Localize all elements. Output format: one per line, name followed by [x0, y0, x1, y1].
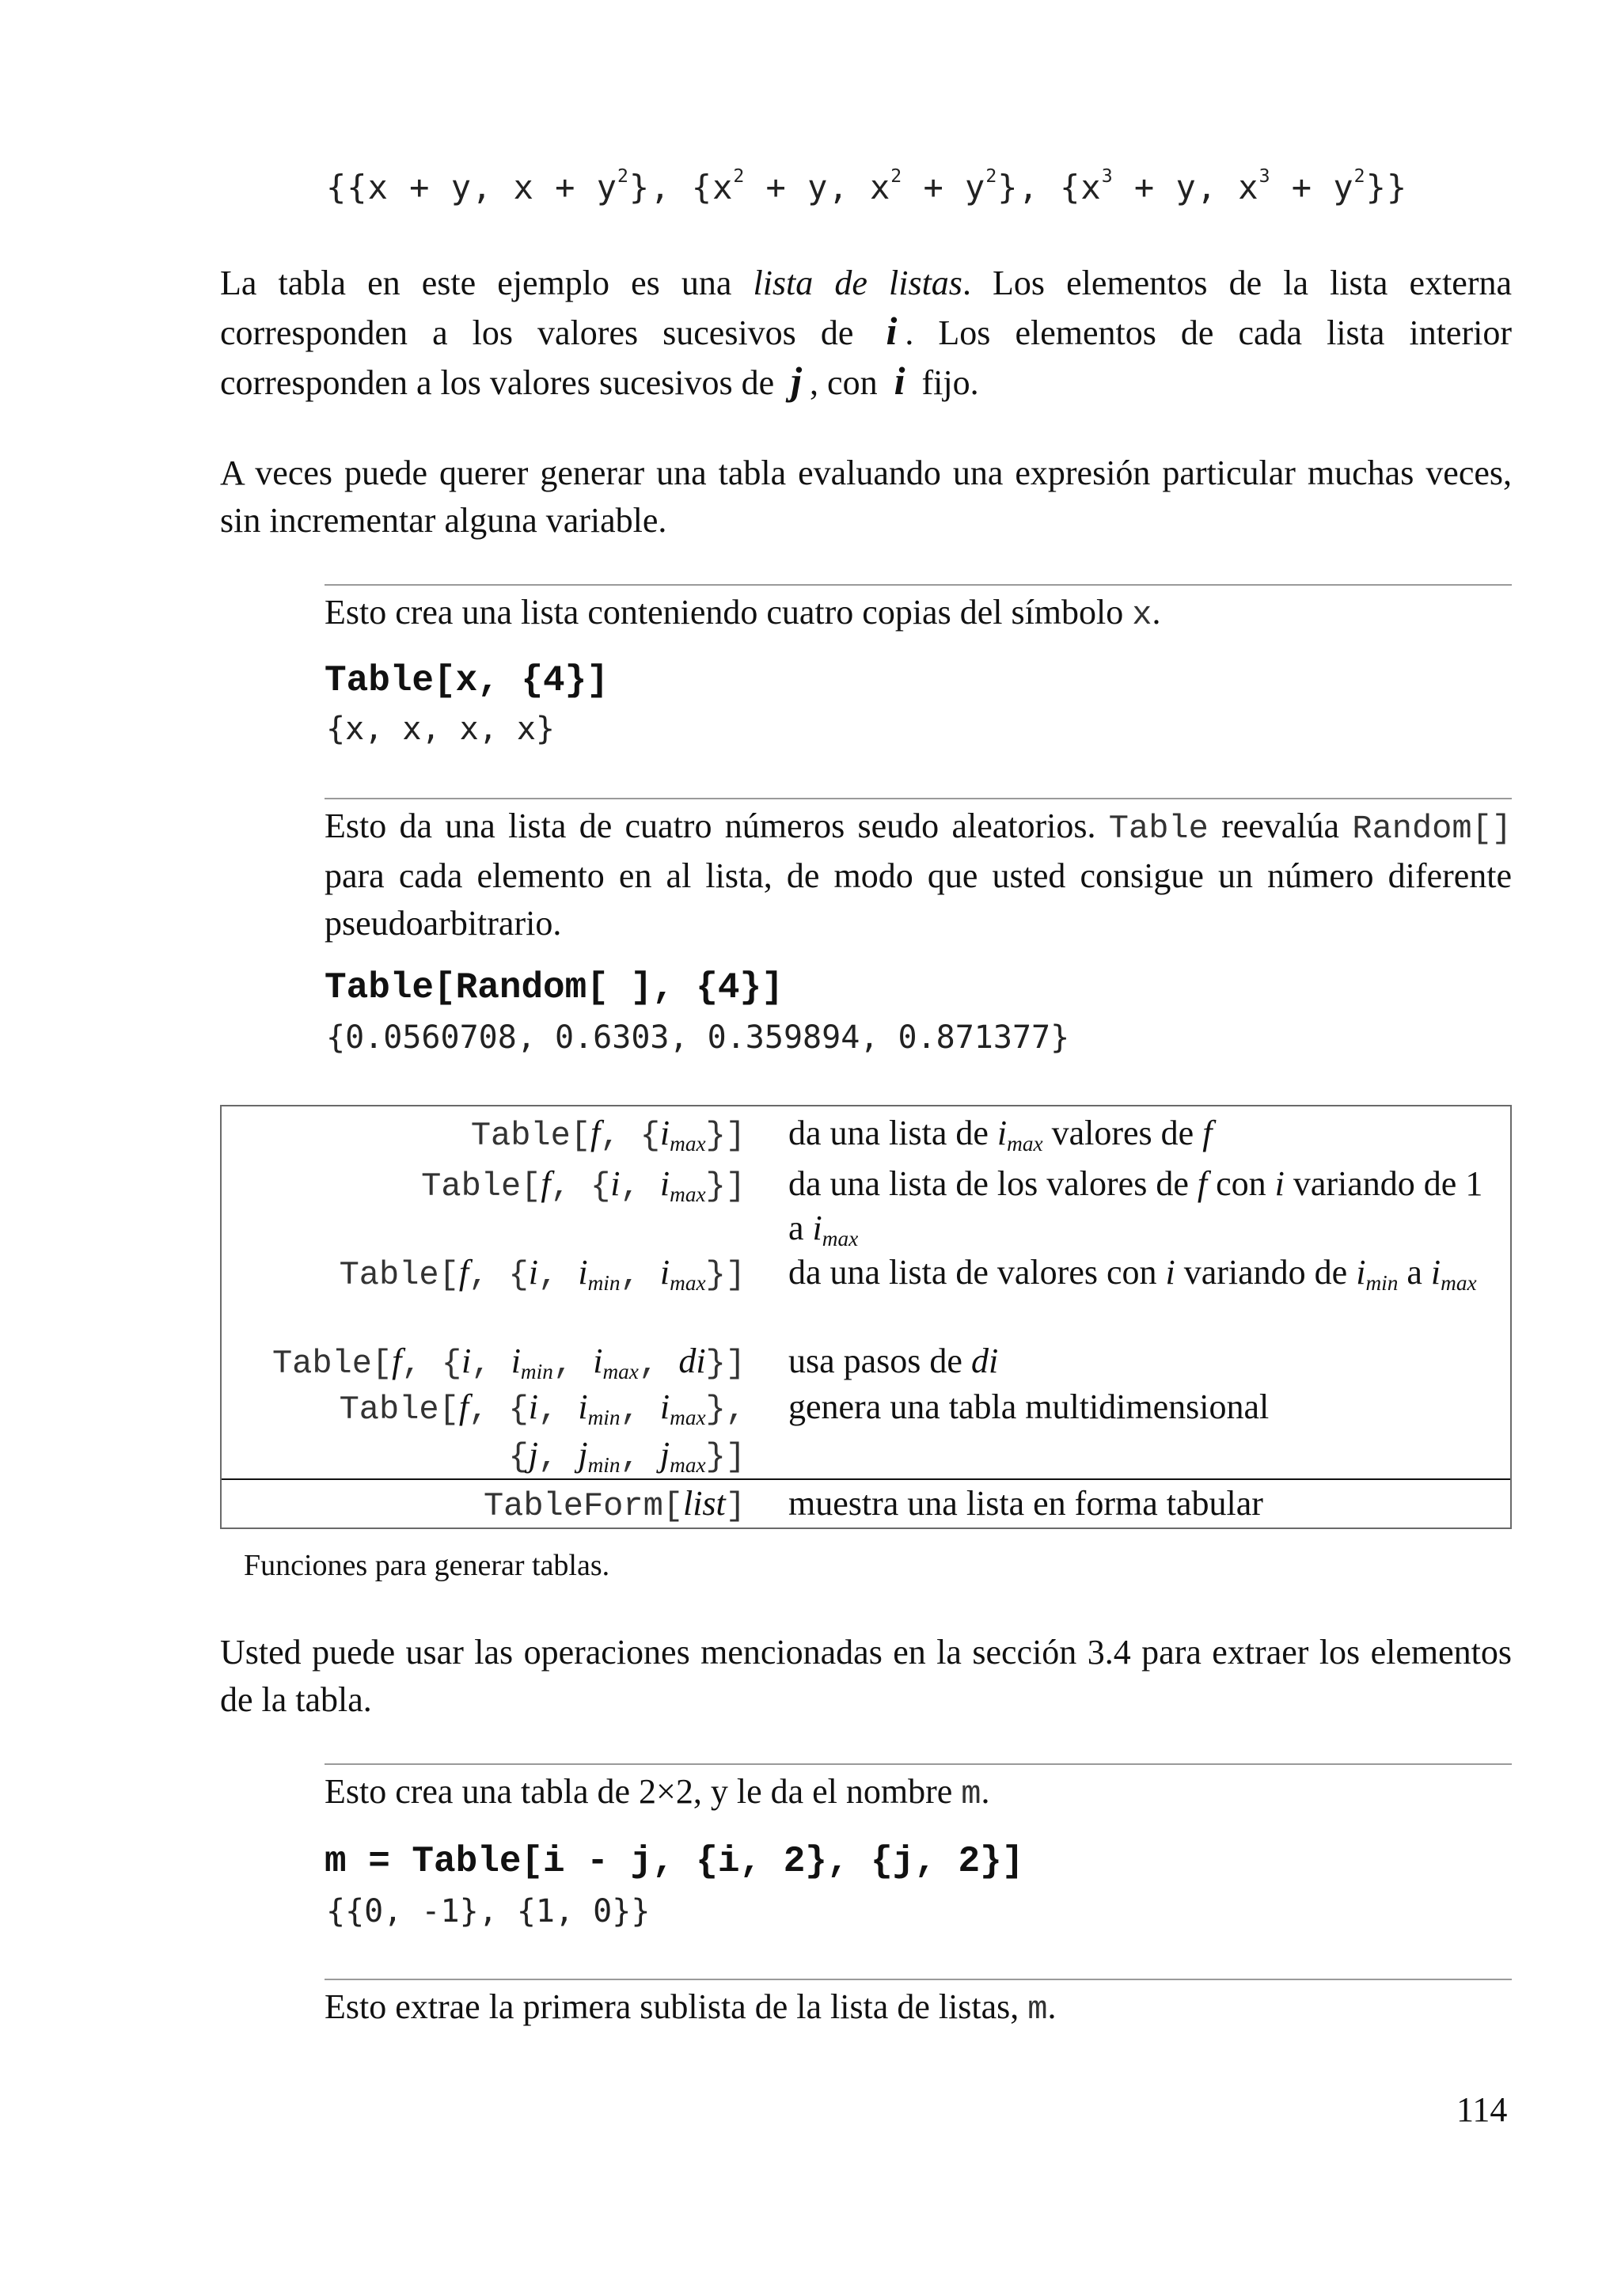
inline-code: Table [1108, 810, 1209, 848]
arg: i [593, 1342, 603, 1380]
exponent: 3 [1101, 166, 1114, 188]
variable-i: i [886, 309, 898, 353]
cell-description [325, 1768, 1512, 1818]
text: variando de [1175, 1253, 1357, 1292]
subscript: min [1365, 1271, 1399, 1296]
page-number: 114 [1456, 2090, 1508, 2129]
text: da una lista de valores con [788, 1253, 1166, 1292]
arg: f [458, 1253, 469, 1292]
text: fijo. [913, 363, 979, 402]
inline-code: m [1027, 1990, 1048, 2028]
inline-code: Random[] [1352, 810, 1512, 848]
subscript: max [1441, 1271, 1477, 1296]
code: Table[ [339, 1391, 459, 1429]
arg: i [578, 1387, 588, 1426]
code: , [537, 1438, 579, 1476]
text: , con [810, 363, 886, 402]
paragraph-extract-elements: Usted puede usar las operaciones mencionadas en la sección 3.4 para extraer los elementos de la tabla. [220, 1633, 1512, 1719]
text: Esto extrae la primera sublista de la lista de listas, [325, 1987, 1028, 2026]
arg: i [528, 1387, 538, 1426]
subscript: max [602, 1360, 639, 1384]
arg: i [1430, 1253, 1441, 1292]
variable-i: i [894, 359, 905, 403]
arg: i [511, 1342, 521, 1380]
code: TableForm[ [483, 1487, 683, 1525]
code: , { [401, 1345, 462, 1383]
exponent: 2 [617, 166, 629, 188]
code: , [620, 1167, 660, 1205]
input-cell[interactable]: Table[x, {4}] [325, 660, 609, 701]
text: para cada elemento en al lista, de modo que usted consigue un número diferente pseudoarbitrario. [325, 856, 1512, 943]
subscript: min [587, 1406, 621, 1430]
cell-description [325, 803, 1512, 947]
subscript: max [670, 1453, 706, 1478]
arg: f [1197, 1164, 1208, 1203]
code: , { [550, 1167, 611, 1205]
code: }] [705, 1256, 746, 1294]
code: , [552, 1345, 594, 1383]
code: , [620, 1256, 660, 1294]
arg: i [1165, 1253, 1175, 1292]
table-function-syntax [340, 1250, 746, 1297]
table-separator [222, 1478, 1510, 1480]
arg: i [659, 1164, 670, 1203]
text: valores de [1042, 1114, 1203, 1152]
inline-code: x [1132, 596, 1152, 634]
text: . [1047, 1987, 1057, 2026]
code: Table[ [470, 1117, 591, 1155]
table-function-syntax [508, 1433, 746, 1479]
text: variando de 1 a [788, 1164, 1483, 1247]
code: Table[ [339, 1256, 459, 1294]
arg: i [812, 1209, 822, 1247]
table-function-syntax [421, 1162, 746, 1209]
text: da una lista de los valores de [788, 1164, 1198, 1203]
arg: i [659, 1387, 670, 1426]
top-output-expression [326, 168, 1407, 207]
output-text: + y, x [745, 168, 891, 207]
code: }] [705, 1438, 746, 1476]
arg: j [659, 1435, 670, 1474]
cell-divider [325, 1979, 1512, 1980]
output-text: + y, x [1113, 168, 1259, 207]
cell-description [325, 1983, 1512, 2033]
code: { [508, 1438, 529, 1476]
output-text: }, {x [628, 168, 734, 207]
code: , [471, 1345, 511, 1383]
subscript: min [520, 1360, 553, 1384]
arg: f [541, 1164, 551, 1203]
subscript: max [1007, 1132, 1043, 1156]
code: }] [705, 1345, 746, 1383]
output-text: }, {x [997, 168, 1102, 207]
output-cell: {{0, -1}, {1, 0}} [326, 1893, 651, 1930]
text: Esto da una lista de cuatro números seudo aleatorios. [325, 806, 1109, 845]
functions-table [220, 1105, 1512, 1529]
text: Esto crea una lista conteniendo cuatro copias del símbolo [325, 593, 1133, 632]
exponent: 3 [1258, 166, 1271, 188]
table-function-syntax [484, 1482, 746, 1528]
code: Table[ [421, 1167, 541, 1205]
paragraph-repeat-evaluation: A veces puede querer generar una tabla evaluando una expresión particular muchas veces, sin incrementar alguna variable. [220, 454, 1512, 540]
output-text: + y [1270, 168, 1354, 207]
output-text: {{x + y, x + y [326, 168, 618, 207]
subscript: max [670, 1182, 706, 1207]
arg: i [659, 1114, 670, 1152]
arg: di [678, 1342, 706, 1380]
text: con [1207, 1164, 1275, 1203]
cell-divider [325, 584, 1512, 586]
cell-description [325, 589, 1512, 639]
subscript: max [670, 1132, 706, 1156]
cell-divider [325, 1763, 1512, 1765]
code: , { [469, 1256, 529, 1294]
exponent: 2 [985, 166, 998, 188]
text: da una lista de [788, 1114, 997, 1152]
cell-divider [325, 798, 1512, 799]
arg: i [997, 1114, 1008, 1152]
code: , [638, 1345, 679, 1383]
output-text: + y [902, 168, 986, 207]
exponent: 2 [890, 166, 903, 188]
arg: i [610, 1164, 621, 1203]
table-description: genera una tabla multidimensional [788, 1387, 1270, 1426]
subscript: max [822, 1227, 859, 1251]
table-description: muestra una lista en forma tabular [788, 1484, 1263, 1523]
text: . Los elementos de cada lista interior corresponden a los valores sucesivos de [220, 313, 1512, 402]
arg: f [392, 1342, 402, 1380]
output-text: }} [1365, 168, 1408, 207]
subscript: max [670, 1406, 706, 1430]
table-function-syntax [272, 1339, 746, 1386]
arg: i [1274, 1164, 1285, 1203]
table-function-syntax [340, 1385, 746, 1432]
table-description [788, 1250, 1485, 1295]
arg: j [578, 1435, 588, 1474]
arg: f [1202, 1114, 1213, 1152]
inline-code: m [961, 1775, 981, 1813]
table-caption: Funciones para generar tablas. [244, 1549, 610, 1582]
exponent: 2 [1353, 166, 1366, 188]
arg: i [659, 1253, 670, 1292]
text: . Los elementos de la lista externa corresponden a los valores sucesivos de [220, 264, 1513, 352]
arg: i [578, 1253, 588, 1292]
text: Esto crea una tabla de 2×2, y le da el nombre [325, 1772, 962, 1811]
code: , [537, 1391, 579, 1429]
text: usa pasos de [788, 1342, 971, 1380]
code: , [620, 1391, 660, 1429]
text: reevalúa [1208, 806, 1353, 845]
code: }] [705, 1117, 746, 1155]
input-cell[interactable]: m = Table[i - j, {i, 2}, {j, 2}] [325, 1841, 1024, 1882]
code: , { [469, 1391, 529, 1429]
code: , { [600, 1117, 660, 1155]
arg: i [1356, 1253, 1366, 1292]
exponent: 2 [733, 166, 746, 188]
table-description [788, 1111, 1485, 1156]
text: . [1152, 593, 1161, 632]
table-function-syntax [471, 1111, 746, 1158]
code: Table[ [271, 1345, 393, 1383]
subscript: min [587, 1453, 621, 1478]
code: , [620, 1438, 660, 1476]
arg: di [970, 1342, 999, 1380]
arg: i [461, 1342, 472, 1380]
variable-j: j [791, 359, 803, 403]
text: a [1398, 1253, 1431, 1292]
text: . [981, 1772, 990, 1811]
code: }] [705, 1167, 746, 1205]
arg: f [590, 1114, 601, 1152]
arg: list [682, 1484, 726, 1523]
table-description [788, 1339, 1485, 1383]
code: , [537, 1256, 579, 1294]
table-description [788, 1162, 1485, 1250]
paragraph-lists-of-lists [220, 260, 1512, 407]
subscript: min [587, 1271, 621, 1296]
code: }, [705, 1391, 746, 1429]
arg: j [528, 1435, 538, 1474]
input-cell[interactable]: Table[Random[ ], {4}] [325, 967, 784, 1008]
arg: f [458, 1387, 469, 1426]
text: La tabla en este ejemplo es una [220, 264, 754, 302]
code: ] [725, 1487, 746, 1525]
emphasis: lista de listas [753, 264, 962, 302]
arg: i [528, 1253, 538, 1292]
output-cell: {x, x, x, x} [326, 711, 555, 747]
output-cell: {0.0560708, 0.6303, 0.359894, 0.871377} [326, 1019, 1070, 1056]
subscript: max [670, 1271, 706, 1296]
